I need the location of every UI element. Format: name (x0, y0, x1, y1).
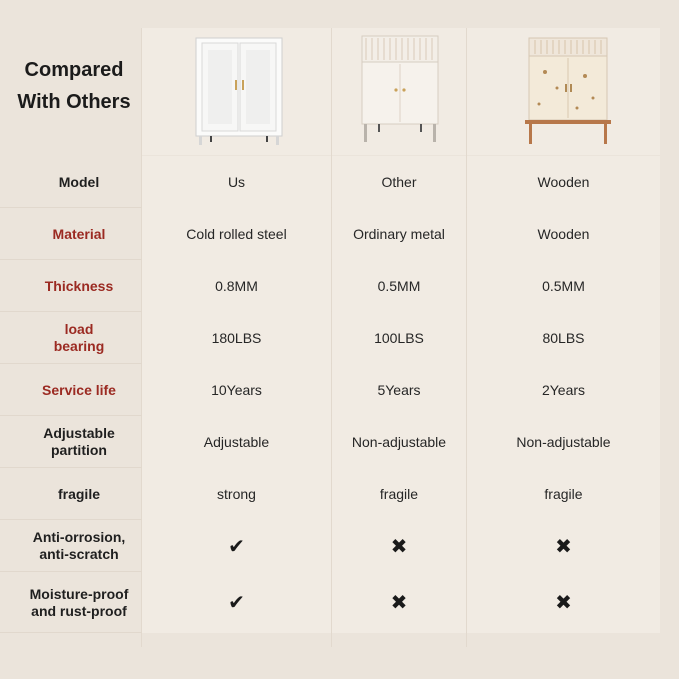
table-row-fragile (0, 468, 660, 520)
table-row-model (0, 156, 660, 208)
cell-wooden: 80LBS (467, 312, 660, 364)
cell-us: strong (142, 468, 331, 520)
check-icon: ✔ (142, 572, 331, 633)
row-label-line-2: partition (50, 442, 107, 458)
table-row-moisture-proof (0, 572, 660, 633)
header-wooden (467, 28, 660, 155)
cell-other: 100LBS (332, 312, 466, 364)
title-line-2: With Others (17, 91, 131, 113)
cabinet-image-other (332, 28, 466, 155)
title-line-1: Compared (24, 59, 124, 81)
cell-wooden: 0.5MM (467, 260, 660, 312)
table-row-material (0, 208, 660, 260)
page-title (8, 54, 140, 118)
row-label: Model (58, 173, 100, 190)
cell-us: Adjustable (142, 416, 331, 468)
header-us (142, 28, 331, 155)
cross-icon: ✖ (332, 572, 466, 633)
cross-icon: ✖ (332, 520, 466, 572)
row-label-line-1: Adjustable (43, 425, 115, 441)
cell-wooden: Wooden (467, 156, 660, 208)
cell-wooden: Wooden (467, 208, 660, 260)
row-label-line-1: load (64, 321, 94, 337)
table-row-thickness (0, 260, 660, 312)
row-label: fragile (57, 485, 100, 502)
cell-us: 180LBS (142, 312, 331, 364)
table-row-load-bearing (0, 312, 660, 364)
cell-other: 5Years (332, 364, 466, 416)
row-label: Material (52, 225, 106, 242)
row-label-line-2: and rust-proof (31, 602, 127, 619)
cell-other: Other (332, 156, 466, 208)
row-label-line-2: bearing (53, 338, 105, 354)
row-label (8, 520, 150, 572)
cell-wooden: Non-adjustable (467, 416, 660, 468)
row-label (8, 572, 150, 633)
row-label-line-1: Anti-orrosion, (32, 529, 126, 545)
table-row-adjustable-partition (0, 416, 660, 468)
cell-other: fragile (332, 468, 466, 520)
cell-wooden: fragile (467, 468, 660, 520)
row-label-line-2: anti-scratch (39, 546, 119, 562)
row-label: Thickness (44, 277, 114, 294)
row-label: Service life (42, 381, 116, 398)
cell-other: Non-adjustable (332, 416, 466, 468)
cell-other: Ordinary metal (332, 208, 466, 260)
cabinet-image-us (142, 28, 331, 155)
header-other (332, 28, 466, 155)
cross-icon: ✖ (467, 572, 660, 633)
cell-us: 10Years (142, 364, 331, 416)
table-row-anti-corrosion (0, 520, 660, 572)
table-row-service-life (0, 364, 660, 416)
cell-other: 0.5MM (332, 260, 466, 312)
cabinet-image-wooden (467, 28, 660, 155)
row-label (8, 416, 150, 468)
cross-icon: ✖ (467, 520, 660, 572)
cell-us: Cold rolled steel (142, 208, 331, 260)
row-label (8, 312, 150, 364)
cell-us: 0.8MM (142, 260, 331, 312)
row-label-line-1: Moisture-proof (29, 585, 129, 602)
cell-us: Us (142, 156, 331, 208)
check-icon: ✔ (142, 520, 331, 572)
cell-wooden: 2Years (467, 364, 660, 416)
